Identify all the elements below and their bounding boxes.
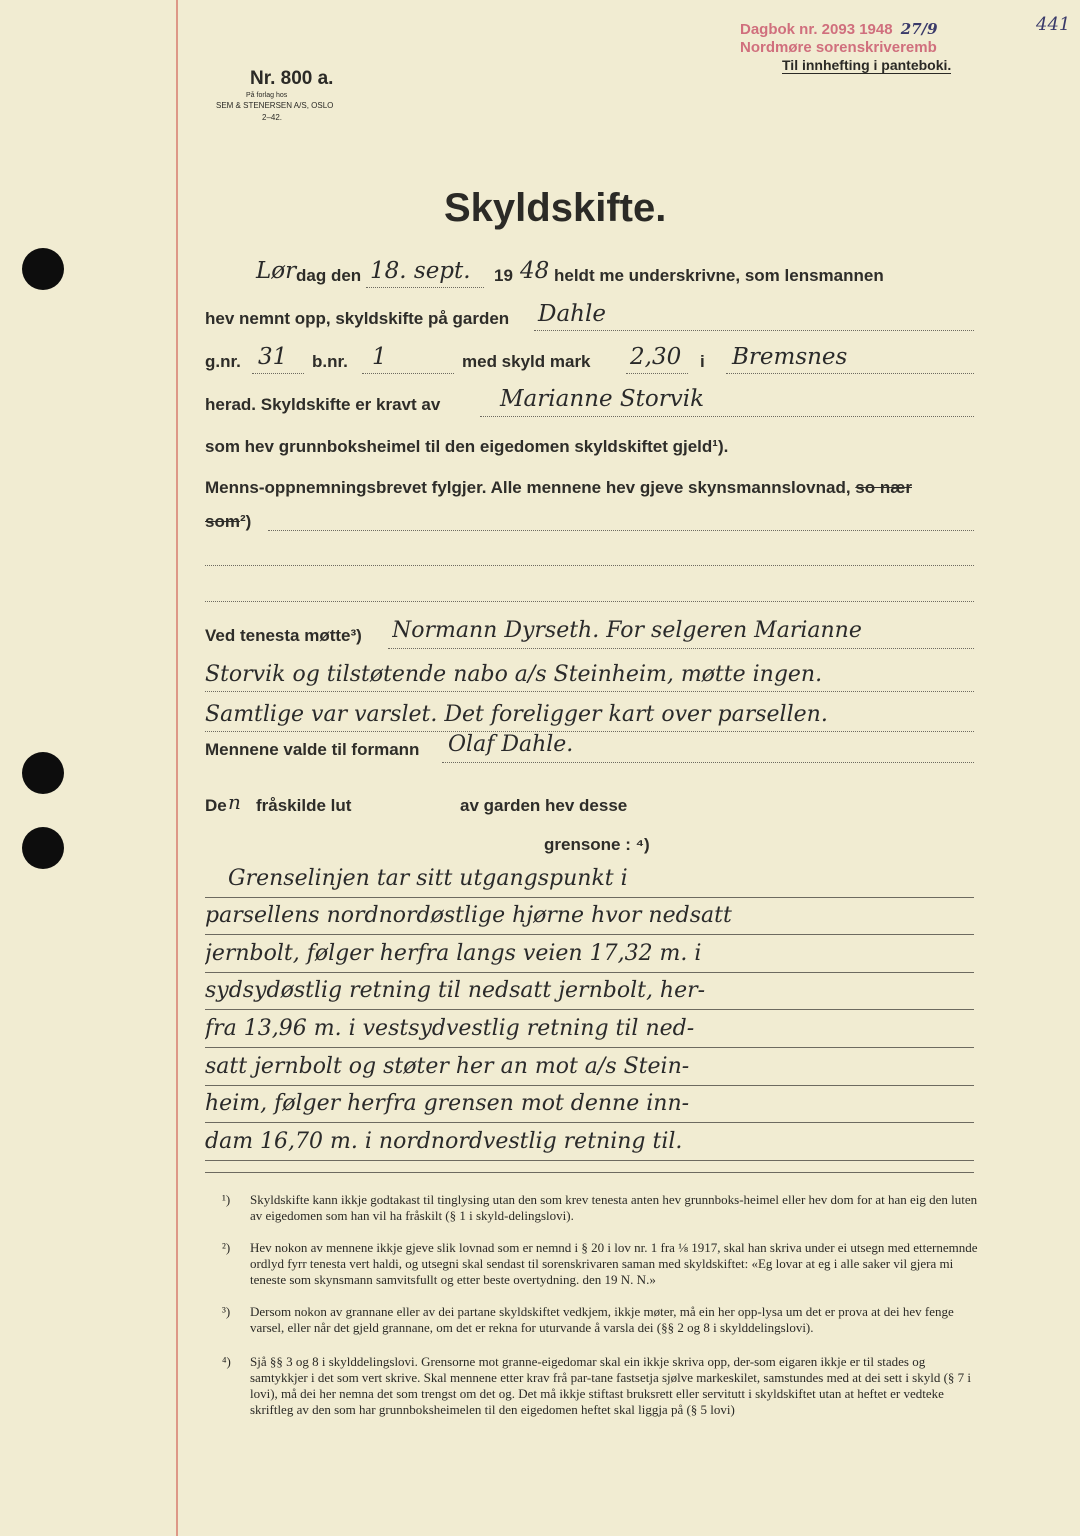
year-prefix: 19 [494, 266, 513, 285]
footnote-2-mark: ²) [222, 1240, 231, 1255]
boundary-line-2: parsellens nordnordøstlige hjørne hvor nedsatt [205, 903, 732, 928]
skynsmannslovnad-text [205, 478, 912, 498]
boundary-line-4: sydsydøstlig retning til nedsatt jernbolt, her- [205, 978, 706, 1003]
weekday-handwritten: Lør [256, 258, 297, 284]
boundary-line-8: dam 16,70 m. i nordnordvestlig retning til. [205, 1129, 683, 1154]
attendees-line-1: Normann Dyrseth. For selgeren Marianne [392, 618, 862, 643]
de-label: De [205, 796, 227, 815]
municipality-rule [726, 373, 974, 374]
skyld-mark-label: med skyld mark [462, 352, 591, 371]
punch-hole-3 [22, 827, 64, 869]
boundary-rule-1 [205, 897, 974, 898]
skyld-rule [626, 373, 688, 374]
skyldskifte-garden-label: hev nemnt opp, skyldskifte på garden [205, 309, 510, 328]
date-handwritten: 18. sept. [370, 258, 471, 284]
footnote-1-mark: ¹) [222, 1192, 231, 1207]
boundary-rule-2 [205, 934, 974, 935]
publisher-line-3: 2–42. [262, 113, 283, 122]
stamp-dagbok [740, 20, 938, 38]
municipality-handwritten: Bremsnes [732, 344, 848, 370]
grunnboksheimel-text: som hev grunnboksheimel til den eigedomen skyldskiftet gjeld¹). [205, 437, 729, 456]
punch-hole-2 [22, 752, 64, 794]
requester-rule [480, 416, 974, 417]
grensone-label: grensone : ⁴) [544, 835, 650, 854]
punch-hole-1 [22, 248, 64, 290]
publisher-line-2: SEM & STENERSEN A/S, OSLO [216, 101, 334, 110]
boundary-rule-4 [205, 1009, 974, 1010]
chairman-handwritten: Olaf Dahle. [448, 732, 574, 757]
skyld-value-handwritten: 2,30 [630, 344, 682, 370]
gnr-handwritten: 31 [258, 344, 288, 370]
footnote-4-text: Sjå §§ 3 og 8 i skylddelingslovi. Grensorne mot granne-eigedomar skal ein ikkje skriva opp, der-som eigaren ikkje er til stades og samtykkjer i det som vert skrive. Skal mennene etter krav frå par-tane fastsetja sjølve markeskilet, samstundes med at dei sett i skyld (§ 7 i lovi), må dei her nemna det som trengst om det og. Det må ikkje stiftast bruksrett eller servitutt i skyldskiftet utan at heftet er vedteke skriftleg av den som har grunnboksheimelen til den eigedomen heftet skal liggja på (§ 5 lovi) [250, 1354, 972, 1417]
farm-name-handwritten: Dahle [538, 301, 606, 327]
footnote-2-text: Hev nokon av mennene ikkje gjeve slik lovnad som er nemnd i § 20 i lov nr. 1 fra ⅛ 1917, skal han skriva under ei utsegn med etternemnde ordlyd fyrr tenesta vert haldi, og utsegni skal sendast til sorenskrivaren saman med skyldskiftet: «Eg lovar at eg i alle saker vil gjera mi teneste som skynsmann samvitsfullt og etter beste overtydning. den 19 N. N.» [250, 1240, 978, 1287]
boundary-rule-5 [205, 1047, 974, 1048]
page-number: 441 [1036, 14, 1071, 35]
blank-rule-1 [268, 530, 974, 531]
footnote-3-text: Dersom nokon av grannane eller av dei partane skyldskiftet vedkjem, ikkje møter, må ein her opp-lysa um det er prova at dei hev fenge varsel, eller når det gjeld grannane, om det er rekna for uturvande å varsla dei (§§ 2 og 8 i skylddelingslovi). [250, 1304, 954, 1335]
boundary-line-7: heim, følger herfra grensen mot denne inn- [205, 1091, 690, 1116]
attendees-rule-3 [205, 731, 974, 732]
herad-kravt-label: herad. Skyldskifte er kravt av [205, 395, 441, 414]
blank-rule-2 [205, 565, 974, 566]
av-garden-label: av garden hev desse [460, 796, 628, 815]
de-suffix-handwritten: n [228, 790, 241, 814]
formann-label: Mennene valde til formann [205, 740, 420, 759]
attendees-rule-1 [388, 648, 974, 649]
date-rule [366, 287, 484, 288]
footnote-ref-2: ²) [239, 512, 252, 531]
bnr-handwritten: 1 [372, 344, 387, 370]
page-title: Skyldskifte. [444, 186, 667, 230]
requester-handwritten: Marianne Storvik [500, 386, 705, 412]
intro-text: heldt me underskrivne, som lensmannen [554, 266, 884, 285]
attendees-rule-2 [205, 691, 974, 692]
footnote-separator [205, 1172, 974, 1173]
farm-name-rule [534, 330, 974, 331]
gnr-label: g.nr. [205, 352, 241, 371]
year-handwritten: 48 [520, 258, 550, 284]
fraskilde-lut-label: fråskilde lut [256, 796, 352, 815]
dag-den-label: dag den [296, 266, 362, 285]
stamp-date-annotation: 27/9 [900, 20, 938, 38]
boundary-line-5: fra 13,96 m. i vestsydvestlig retning til ned- [205, 1016, 695, 1041]
boundary-line-6: satt jernbolt og støter her an mot a/s Stein- [205, 1054, 690, 1079]
som-line [205, 512, 251, 532]
boundary-rule-3 [205, 972, 974, 973]
footnote-3-mark: ³) [222, 1304, 231, 1319]
chairman-rule [442, 762, 974, 763]
stamp-dagbok-text: Dagbok nr. 2093 1948 [740, 21, 893, 38]
blank-rule-3 [205, 601, 974, 602]
attendees-line-2: Storvik og tilstøtende nabo a/s Steinheim, møtte ingen. [205, 662, 823, 687]
skynsmannslovnad-main: Menns-oppnemningsbrevet fylgjer. Alle mennene hev gjeve skynsmannslovnad, [205, 478, 851, 497]
boundary-rule-6 [205, 1085, 974, 1086]
boundary-rule-7 [205, 1122, 974, 1123]
boundary-rule-8 [205, 1160, 974, 1161]
stamp-court: Nordmøre sorenskriveremb [740, 39, 937, 56]
publisher-line-1: På forlag hos [246, 92, 288, 99]
i-label: i [700, 352, 705, 371]
stamp-instruction: Til innhefting i panteboki. [782, 57, 952, 73]
footnote-4-mark: ⁴) [222, 1354, 231, 1369]
struck-so-naer: so nær [855, 478, 912, 497]
form-number: Nr. 800 a. [250, 68, 334, 89]
attendees-line-3: Samtlige var varslet. Det foreligger kart over parsellen. [205, 702, 828, 727]
gnr-rule [252, 373, 304, 374]
boundary-line-1: Grenselinjen tar sitt utgangspunkt i [228, 866, 628, 891]
red-margin-line [176, 0, 178, 1536]
bnr-label: b.nr. [312, 352, 348, 371]
struck-som: som [205, 512, 240, 531]
bnr-rule [362, 373, 454, 374]
footnote-1-text: Skyldskifte kann ikkje godtakast til tinglysing utan den som krev tenesta anten hev grunnboks-heimel eller hev dom for at han eig den luten av eigedomen som han vil ha fråskilt (§ 1 i skyld-delingslovi). [250, 1192, 978, 1223]
ved-tenesta-label: Ved tenesta møtte³) [205, 626, 362, 645]
boundary-line-3: jernbolt, følger herfra langs veien 17,32 m. i [205, 941, 702, 966]
